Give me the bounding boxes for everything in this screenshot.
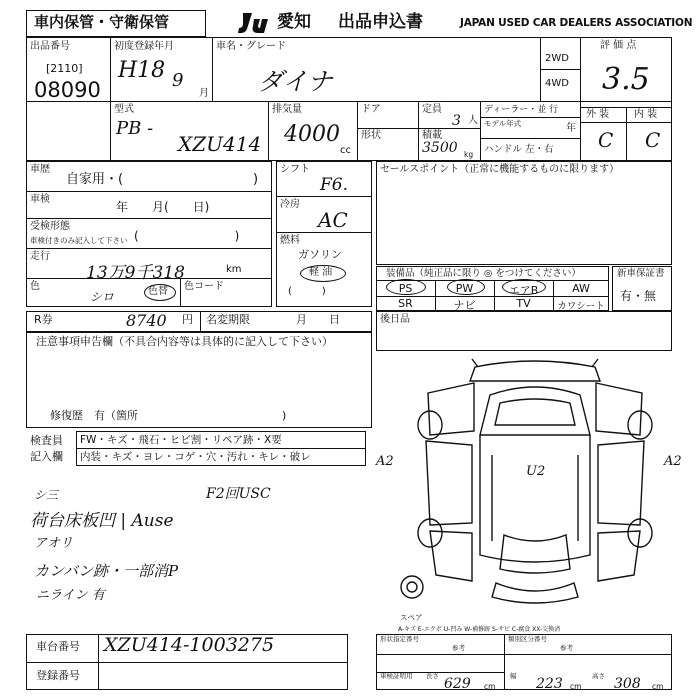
year-unit: 年 (566, 123, 576, 134)
ac-value: AC (318, 208, 348, 232)
lot-prefix: [2110] (46, 62, 83, 75)
drive-2wd: 2WD (545, 53, 569, 64)
interior-row: 内装・キズ・ヨレ・コゲ・穴・汚れ・キレ・破レ (80, 451, 311, 463)
warranty-value: 有・無 (620, 289, 657, 303)
inspector-label: 検査員 (30, 434, 63, 447)
note-line: ニライン 有 (36, 588, 105, 603)
length-value: 629 (444, 676, 471, 692)
equip-aw: AW (572, 282, 590, 295)
damage-mark-right: A2 (664, 454, 682, 469)
repair-close: ) (282, 409, 287, 422)
model-prefix: PB - (116, 118, 154, 139)
recycle-unit: 円 (182, 313, 193, 326)
form-title: 出品申込書 (338, 12, 423, 32)
inspection-label: 車検 (30, 194, 50, 205)
note-shi: シ三 (34, 488, 59, 502)
drive-4wd: 4WD (545, 78, 569, 89)
equip-ps-circle (386, 279, 426, 295)
capacity-value: 3 (452, 113, 461, 129)
damage-legend: A-キズ E-エクボ U-凹み W-補修跡 S-サビ C-腐食 XX-交換済 (398, 626, 561, 633)
length-label: 長さ (426, 672, 439, 680)
height-unit: cm (652, 682, 664, 691)
equip-tv: TV (516, 297, 531, 310)
history-label: 車歴 (30, 164, 50, 175)
fuel-diesel: 軽 油 (309, 267, 333, 278)
receipt-sub: 車検付きのみ記入して下さい (30, 236, 128, 245)
equip-airbag-circle (502, 279, 546, 295)
height-label: 高さ (592, 672, 605, 680)
receipt-value: ( ) (134, 229, 240, 243)
width-label: 幅 (510, 672, 517, 680)
note-bed: 荷台床板凹 | Ause (30, 511, 174, 531)
name-value: ダイナ (258, 67, 333, 96)
fuel-label: 燃料 (280, 235, 300, 246)
equip-leather-seat: カワシート (557, 301, 605, 312)
spare-label: スペア (400, 613, 423, 622)
equipment-label: 装備品（純正品に限り ◎ をつけてください） (386, 268, 581, 279)
color-change: 色替 (148, 286, 168, 297)
ju-logo (233, 11, 275, 35)
history-value: 自家用・( (66, 172, 124, 187)
fw-row: FW・キズ・飛石・ヒビ割・リペア跡・X要 (80, 434, 282, 446)
association-name: JAPAN USED CAR DEALERS ASSOCIATION (460, 17, 693, 29)
handle-label: ハンドル 左・右 (484, 144, 554, 155)
equip-sr: SR (398, 297, 413, 310)
shape-number-ref: 参考 (452, 644, 465, 652)
storage-note: 車内保管・守衛保管 (34, 13, 170, 31)
mileage-value: 13万9千318 (86, 263, 185, 283)
mileage-unit: km (226, 264, 242, 275)
cert-label: 車検証明用 (380, 672, 413, 680)
vehicle-info-block (26, 37, 672, 161)
capacity-unit: 人 (468, 115, 478, 126)
inspection-value: 年 月( 日) (116, 200, 210, 214)
damage-mark-center: U2 (526, 464, 546, 479)
equip-ps: PS (398, 282, 413, 295)
sales-point-block (376, 161, 672, 265)
equip-navi: ナビ (453, 299, 476, 312)
displacement-value: 4000 (284, 122, 340, 147)
note-tear: アオリ (34, 536, 73, 551)
month-unit: 月 (199, 88, 209, 99)
exterior-value: C (598, 128, 614, 152)
lot-number: 08090 (34, 78, 101, 102)
interior-value: C (645, 128, 661, 152)
fuel-gasoline: ガソリン (298, 248, 342, 261)
color-code-label: 色コード (184, 281, 224, 292)
record-label: 記入欄 (30, 450, 63, 463)
width-unit: cm (570, 682, 582, 691)
shape-number-label: 形状指定番号 (380, 635, 419, 643)
color-label: 色 (30, 281, 40, 292)
doors-label: ドア (361, 104, 381, 115)
ac-label: 冷房 (280, 199, 300, 210)
name-change-value: 月 日 (296, 313, 340, 326)
first-reg-era: H18 (118, 58, 166, 83)
model-code: XZU414 (178, 132, 262, 156)
equip-airbag: エアB (508, 284, 539, 297)
color-value: シロ (90, 290, 115, 304)
repair-label: 修復歴 有（箇所 (50, 409, 138, 422)
mileage-label: 走行 (30, 251, 50, 262)
load-value: 3500 (422, 140, 458, 156)
sales-point-label: セールスポイント（正常に機能するものに限ります） (380, 164, 620, 175)
equip-pw: PW (455, 282, 474, 295)
recycle-label: R券 (34, 313, 53, 326)
reg-label: 登録番号 (36, 669, 80, 682)
receipt-label: 受検形態 (30, 221, 70, 232)
first-reg-month: 9 (172, 70, 184, 91)
first-reg-label: 初度登録年月 (114, 41, 174, 52)
model-year-label: モデル年式 (484, 119, 522, 128)
dealer-label: ディーラー・並 行 (484, 105, 559, 115)
height-value: 308 (614, 676, 641, 692)
name-label: 車名・グレード (216, 41, 286, 52)
interior-label: 内 装 (634, 109, 658, 120)
lot-label: 出品番号 (30, 41, 70, 52)
category-label: 類別区分番号 (508, 635, 547, 643)
note-sign: カンバン跡・一部消P (34, 562, 179, 580)
exterior-label: 外 装 (586, 109, 610, 120)
note-rear: F2回USC (206, 486, 271, 502)
warranty-label: 新車保証書 (617, 268, 665, 279)
shift-label: シフト (280, 164, 310, 175)
damage-mark-left: A2 (376, 454, 394, 469)
shift-value: F6. (320, 175, 349, 195)
load-unit: kg (464, 150, 474, 159)
capacity-label: 定員 (422, 104, 442, 115)
load-label: 積載 (422, 130, 442, 141)
history-close: ) (253, 172, 259, 187)
brand-name: 愛知 (277, 12, 311, 32)
chassis-label: 車台番号 (36, 640, 80, 653)
notes-label: 注意事項申告欄（不具合内容等は具体的に記入して下さい） (36, 335, 333, 348)
displacement-label: 排気量 (272, 104, 302, 115)
grade-score: 3.5 (602, 62, 650, 97)
fuel-paren: ( ) (288, 286, 326, 297)
after-day-block (376, 311, 672, 351)
name-change-label: 名変期限 (206, 313, 250, 326)
after-day-label: 後日品 (380, 314, 410, 325)
width-value: 223 (536, 676, 563, 692)
model-label: 型式 (114, 104, 134, 115)
damage-diagram (400, 355, 670, 615)
grade-label: 評 価 点 (600, 40, 637, 51)
chassis-value: XZU414-1003275 (104, 634, 275, 656)
shape-label: 形状 (361, 130, 381, 141)
recycle-value: 8740 (126, 311, 167, 330)
length-unit: cm (484, 682, 496, 691)
displacement-unit: cc (340, 145, 351, 156)
equip-pw-circle (447, 279, 485, 295)
category-ref: 参考 (560, 644, 573, 652)
